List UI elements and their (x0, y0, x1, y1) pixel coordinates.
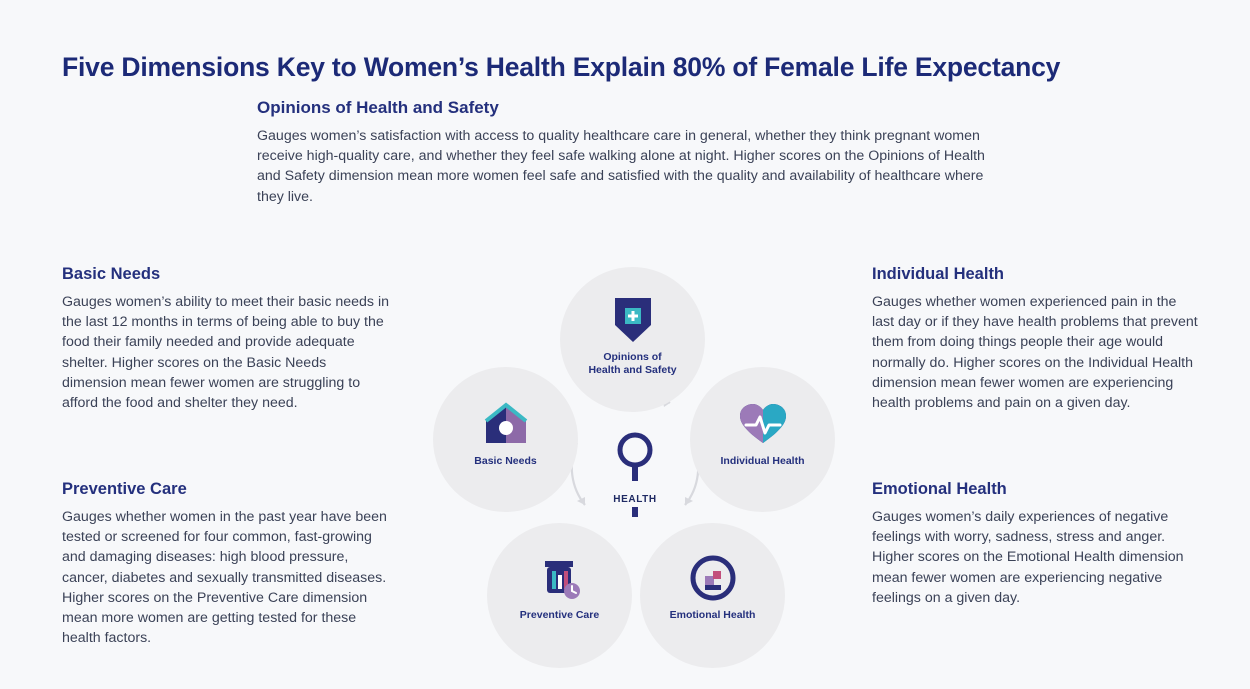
body-emotional-health: Gauges women’s daily experiences of negative feelings with worry, sadness, stress and anger. Higher scores on the Emotional Health dimension mean fewer women are experiencing negative feelings on a given day. (872, 509, 1184, 606)
center-label: HEALTH (613, 494, 657, 505)
circle-label-preventive-care: Preventive Care (519, 609, 600, 621)
dimensions-diagram (425, 255, 845, 675)
shield-hospital-icon (611, 293, 655, 347)
heading-individual-health: Individual Health (872, 265, 1005, 283)
female-gender-symbol-icon (612, 430, 658, 492)
body-basic-needs: Gauges women’s ability to meet their basic needs in the last 12 months in terms of being able to buy the food their family needed and provide adequate shelter. Higher scores on the Basic Needs dimension mean fewer women are struggling to afford the food and shelter they need. (62, 294, 390, 412)
body-individual-health: Gauges whether women experienced pain in the last day or if they have health problems that prevent them from doing things people their age would normally do. Higher scores on the Individual Health dimension mean fewer women are experiencing health problems and pain on a given day. (872, 294, 1198, 412)
dimension-text-emotional-health (872, 480, 1207, 608)
circle-preventive-care[interactable] (487, 523, 632, 668)
center-health-symbol (600, 430, 670, 520)
dimension-text-individual-health (872, 265, 1202, 413)
circle-emotional-health[interactable] (640, 523, 785, 668)
body-preventive-care: Gauges whether women in the past year have been tested or screened for four common, fast-growing and damaging diseases: high blood pressure, cancer, diabetes and sexually transmitted diseases. Higher scores on the Preventive Care dimension mean more women are getting tested for these health factors. (62, 509, 387, 647)
heading-basic-needs: Basic Needs (62, 265, 161, 283)
dimension-text-opinions (257, 98, 997, 207)
circle-label-individual-health: Individual Health (720, 455, 805, 467)
house-apple-icon (482, 397, 530, 451)
body-opinions: Gauges women’s satisfaction with access to quality healthcare care in general, whether they think pregnant women receive high-quality care, and whether they feel safe walking alone at night. Higher scores on the Opinions of Health and Safety dimension mean more women feel safe and satisfied with the quality and availability of healthcare where they live. (257, 128, 985, 205)
dimension-text-basic-needs (62, 265, 392, 413)
circle-basic-needs[interactable] (433, 367, 578, 512)
circle-label-emotional-health: Emotional Health (669, 609, 756, 621)
dimension-text-preventive-care (62, 480, 392, 648)
head-mind-icon (689, 551, 737, 605)
circle-opinions-of-health-and-safety[interactable] (560, 267, 705, 412)
center-stem-icon (629, 507, 641, 519)
page-title: Five Dimensions Key to Women’s Health Explain 80% of Female Life Expectancy (62, 51, 1061, 82)
test-tubes-clock-icon (535, 551, 585, 605)
circle-label-basic-needs: Basic Needs (474, 455, 537, 467)
heading-preventive-care: Preventive Care (62, 480, 187, 498)
circle-individual-health[interactable] (690, 367, 835, 512)
heading-opinions: Opinions of Health and Safety (257, 98, 499, 117)
heading-emotional-health: Emotional Health (872, 480, 1007, 498)
circle-label-opinions: Opinions of Health and Safety (588, 351, 677, 376)
heart-pulse-icon (736, 397, 790, 451)
